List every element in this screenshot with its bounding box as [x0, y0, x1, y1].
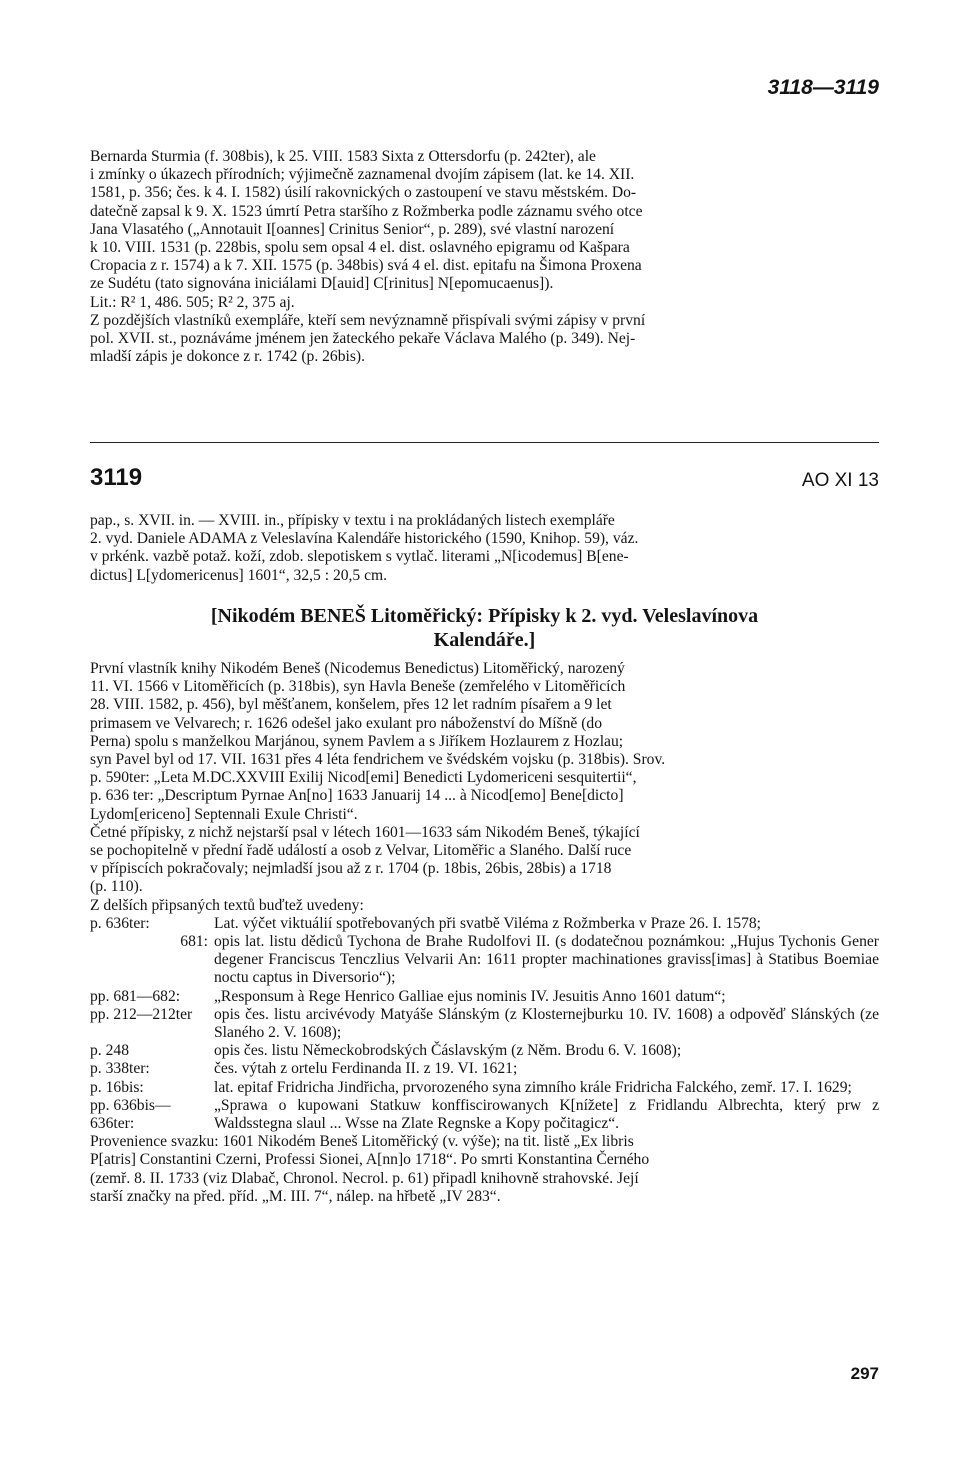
- shelf-mark: AO XI 13: [801, 470, 879, 491]
- text-line: První vlastník knihy Nikodém Beneš (Nicodemus Benedictus) Litoměřický, narozený: [90, 660, 625, 677]
- page-reference: p. 338ter:: [90, 1060, 150, 1078]
- text-line: 28. VIII. 1582, p. 456), byl měšťanem, konšelem, přes 12 let radním písařem a 9 let: [90, 696, 612, 714]
- section-divider: [90, 442, 879, 443]
- entry-header: [90, 464, 879, 496]
- text-line: 1581, p. 356; čes. k 4. I. 1582) úsilí rakovnických o zastoupení ve stavu městském. Do-: [90, 184, 637, 202]
- text-line: (zemř. 8. II. 1733 (viz Dlabač, Chronol. Necrol. p. 61) připadl knihovně strahovské. Její: [90, 1169, 639, 1187]
- page-reference: pp. 681—682:: [90, 987, 181, 1005]
- text-line: p. 636 ter: „Descriptum Pyrnae An[no] 1633 Januarij 14 ... à Nicod[emo] Bene[dicto]: [90, 787, 624, 805]
- text-line: ze Sudétu (tato signována iniciálami D[auid] C[rinitus] N[epomucaenus]).: [90, 275, 554, 293]
- text-line: p. 590ter: „Leta M.DC.XXVIII Exilij Nicod[emi] Benedicti Lydomericeni sesquitertii“,: [90, 769, 637, 787]
- list-item: [90, 1006, 879, 1042]
- text-line: v přípiscích pokračovaly; nejmladší jsou až z r. 1704 (p. 18bis, 26bis, 28bis) a 1718: [90, 860, 612, 878]
- excerpt-text: Lat. výčet viktuálií spotřebovaných při svatbě Viléma z Rožmberka v Praze 26. I. 1578;: [214, 914, 761, 932]
- entry-description: [90, 512, 879, 585]
- text-line: Lydom[ericeno] Septennali Exule Christi“.: [90, 805, 358, 823]
- text-line: dictus] L[ydomericenus] 1601“, 32,5 : 20,5 cm.: [90, 566, 388, 584]
- text-line: Cropacia z r. 1574) a k 7. XII. 1575 (p. 348bis) svá 4 el. dist. epitafu na Šimona Proxena: [90, 257, 642, 275]
- entry-3118-continuation: [90, 148, 879, 366]
- list-item: [90, 1097, 879, 1133]
- text-line: 11. VI. 1566 v Litoměřicích (p. 318bis), syn Havla Beneše (zemřelého v Litoměřicích: [90, 678, 626, 696]
- excerpt-text: čes. výtah z ortelu Ferdinanda II. z 19. VI. 1621;: [214, 1060, 518, 1078]
- excerpt-list: [90, 915, 879, 1133]
- page-reference: pp. 212—212ter: [90, 1005, 193, 1023]
- excerpt-text: „Responsum à Rege Henrico Galliae ejus nominis IV. Jesuitis Anno 1601 datum“;: [214, 987, 726, 1005]
- list-item: [90, 1042, 879, 1060]
- list-item: [90, 915, 879, 933]
- text-line: pol. XVII. st., poznáváme jménem jen žateckého pekaře Václava Malého (p. 349). Nej-: [90, 330, 636, 348]
- entry-title: [90, 604, 879, 652]
- page-reference: p. 16bis:: [90, 1078, 144, 1096]
- page-reference: p. 248: [90, 1042, 129, 1060]
- text-line: v prkénk. vazbě potaž. koží, zdob. slepotiskem s vytlač. literami „N[icodemus] B[ene-: [90, 548, 629, 566]
- page-reference: pp. 636bis—636ter:: [90, 1096, 171, 1133]
- text-line: k 10. VIII. 1531 (p. 228bis, spolu sem opsal 4 el. dist. oslavného epigramu od Kašpara: [90, 239, 630, 257]
- list-item: [90, 1060, 879, 1078]
- page-reference: p. 636ter:: [90, 914, 150, 932]
- text-line: se pochopitelně v přední řadě událostí a osob z Velvar, Litoměřic a Slaného. Další ruce: [90, 842, 632, 860]
- text-line: Lit.: R² 1, 486. 505; R² 2, 375 aj.: [90, 293, 295, 311]
- text-line: Z delších připsaných textů buďtež uvedeny:: [90, 896, 364, 914]
- excerpt-text: opis lat. listu dědiců Tychona de Brahe Rudolfovi II. (s dodatečnou poznámkou: „Hujus Tychonis Gener degener Franciscus Tenczlius Velvarii An: 1611 propter machinationes graviss[imas] à Statibus Boemiae noctu captus in Diversorio“);: [214, 933, 879, 987]
- text-line: Jana Vlasatého („Annotauit I[oannes] Crinitus Senior“, p. 289), své vlastní narození: [90, 220, 615, 238]
- excerpt-text: lat. epitaf Fridricha Jindřicha, prvorozeného syna zimního krále Fridricha Falckého, zemř. 17. I. 1629;: [214, 1078, 852, 1096]
- text-line: starší značky na před. příd. „M. III. 7“, nálep. na hřbetě „IV 283“.: [90, 1187, 501, 1205]
- text-line: 2. vyd. Daniele ADAMA z Veleslavína Kalendáře historického (1590, Knihop. 59), váz.: [90, 530, 639, 548]
- text-line: (p. 110).: [90, 878, 143, 896]
- text-line: i zmínky o úkazech přírodních; výjimečně zaznamenal dvojím zápisem (lat. ke 14. XII.: [90, 166, 635, 184]
- title-line: [Nikodém BENEŠ Litoměřický: Přípisky k 2. vyd. Veleslavínova: [210, 605, 759, 627]
- entry-number: 3119: [90, 464, 143, 491]
- text-line: Perna) spolu s manželkou Marjánou, synem Pavlem a s Jiříkem Hozlaurem z Hozlau;: [90, 732, 624, 750]
- text-line: Provenience svazku: 1601 Nikodém Beneš Litoměřický (v. výše); na tit. listě „Ex libris: [90, 1133, 634, 1151]
- text-line: Z pozdějších vlastníků exempláře, kteří sem nevýznamně přispívali svými zápisy v první: [90, 311, 646, 329]
- text-line: P[atris] Constantini Czerni, Professi Sionei, A[nn]o 1718“. Po smrti Konstantina Černého: [90, 1151, 650, 1169]
- text-line: mladší zápis je dokonce z r. 1742 (p. 26bis).: [90, 348, 365, 366]
- text-line: primasem ve Velvarech; r. 1626 odešel jako exulant pro náboženství do Míšně (do: [90, 714, 603, 732]
- page-reference: 681:: [180, 933, 208, 951]
- text-line: Četné přípisky, z nichž nejstarší psal v létech 1601—1633 sám Nikodém Beneš, týkající: [90, 823, 640, 841]
- excerpt-text: „Sprawa o kupowani Statkuw konffiscirowanych K[nížete] z Fridlandu Albrechta, který prw z Waldsstegna slaul ... Wsse na Zlate Regnske a Kopy počitagicz“.: [214, 1096, 879, 1133]
- excerpt-text: opis čes. listu Německobrodských Čáslavským (z Něm. Brodu 6. V. 1608);: [214, 1042, 682, 1060]
- title-line: Kalendáře.]: [433, 629, 536, 651]
- running-head: 3118—3119: [767, 76, 879, 99]
- text-line: syn Pavel byl od 17. VII. 1631 přes 4 léta fendrichem ve švédském vojsku (p. 318bis). Srov.: [90, 751, 666, 769]
- page-number: 297: [850, 1364, 879, 1383]
- excerpt-text: opis čes. listu arcivévody Matyáše Slánským (z Klosternejburku 10. IV. 1608) a odpověď Slánských (ze Slaného 2. V. 1608);: [214, 1005, 879, 1042]
- list-item: [90, 988, 879, 1006]
- text-line: pap., s. XVII. in. — XVIII. in., přípisky v textu i na prokládaných listech exempláře: [90, 512, 615, 529]
- text-line: Bernarda Sturmia (f. 308bis), k 25. VIII. 1583 Sixta z Ottersdorfu (p. 242ter), ale: [90, 148, 596, 165]
- text-line: datečně zapsal k 9. X. 1523 úmrtí Petra staršího z Rožmberka podle záznamu svého otce: [90, 202, 643, 220]
- list-item: [90, 933, 879, 988]
- entry-body: [90, 660, 879, 1206]
- list-item: [90, 1079, 879, 1097]
